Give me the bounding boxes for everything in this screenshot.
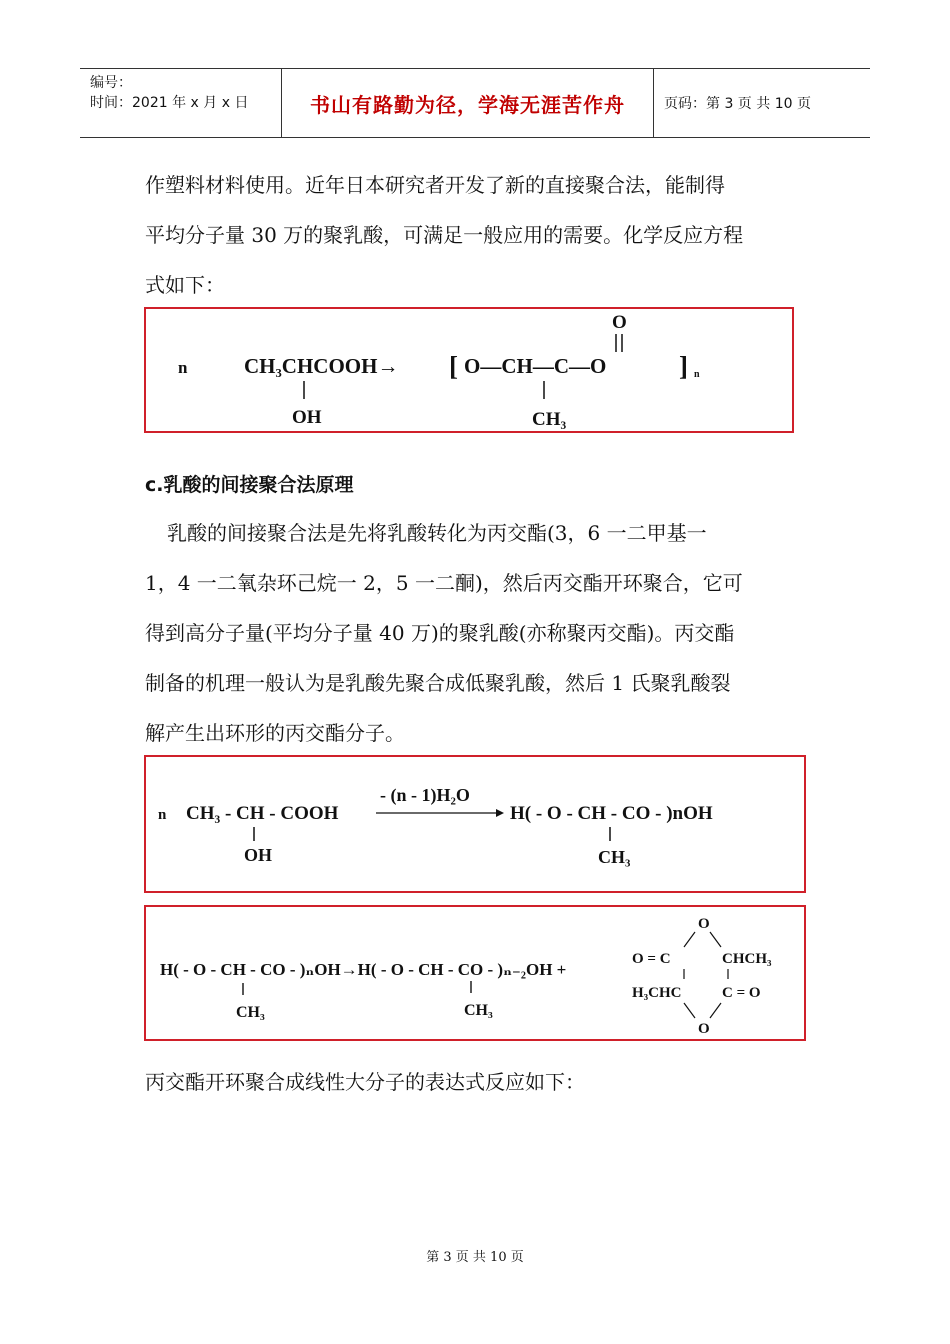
text-line: 得到高分子量(平均分子量 40 万)的聚乳酸(亦称聚丙交酯)。丙交酯 <box>145 621 735 645</box>
eq1-methyl: CH₃ <box>532 409 567 430</box>
ring-h3chc-left: H₃CHC <box>632 985 682 1001</box>
text-line: 制备的机理一般认为是乳酸先聚合成低聚乳酸，然后 1 氏聚乳酸裂 <box>145 671 731 695</box>
ring-carbonyl-right: C = O <box>722 985 761 1001</box>
section-heading: c.乳酸的间接聚合法原理 <box>145 474 354 496</box>
header-motto: 书山有路勤为径，学海无涯苦作舟 <box>282 69 654 137</box>
ring-oxygen-bottom: O <box>698 1021 710 1037</box>
eq1-bracket-close: ] <box>679 351 688 381</box>
text-line: 式如下： <box>145 273 225 297</box>
equation-box-direct <box>144 307 794 433</box>
paragraph-indirect-polymerization <box>145 508 815 758</box>
text-line: 作塑料材料使用。近年日本研究者开发了新的直接聚合法，能制得 <box>145 173 725 197</box>
header-page-info: 页码：第 3 页 共 10 页 <box>664 96 811 112</box>
eq1-reactant: CH₃CHCOOH→ <box>244 354 399 378</box>
ring-carbonyl-left: O = C <box>632 951 671 967</box>
paragraph-direct-polymerization <box>145 160 815 310</box>
eq3-methyl-2: CH₃ <box>464 1002 493 1019</box>
ring-bond <box>710 932 721 947</box>
eq1-bracket-open: [ <box>449 351 458 381</box>
page-header <box>80 68 870 138</box>
text-line: 平均分子量 30 万的聚乳酸，可满足一般应用的需要。化学反应方程 <box>145 223 744 247</box>
paragraph-ring-opening <box>145 1057 815 1107</box>
ring-bond <box>684 932 695 947</box>
eq3-reaction: H( - O - CH - CO - )ₙOH→H( - O - CH - CO - )ₙ₋₂OH + <box>160 960 567 979</box>
header-number: 编号： <box>90 75 132 91</box>
ring-oxygen-top: O <box>698 916 710 932</box>
equation-box-oligomer <box>144 755 806 893</box>
eq2-hydroxyl: OH <box>244 845 273 865</box>
eq1-chain: O—CH—C—O <box>464 354 607 378</box>
eq1-n: n <box>178 358 188 377</box>
eq2-condition: - (n - 1)H₂O <box>380 785 470 805</box>
eq2-product: H( - O - CH - CO - )nOH <box>510 803 713 824</box>
eq3-methyl-1: CH₃ <box>236 1004 265 1021</box>
ring-bond <box>710 1003 721 1018</box>
text-line: 解产生出环形的丙交酯分子。 <box>145 721 405 745</box>
arrow-head <box>496 809 504 817</box>
page-footer: 第 3 页 共 10 页 <box>426 1250 524 1265</box>
text-line: 乳酸的间接聚合法是先将乳酸转化为丙交酯(3，6 一二甲基一 <box>167 521 707 545</box>
text-line: 丙交酯开环聚合成线性大分子的表达式反应如下： <box>145 1070 585 1094</box>
text-line: 1，4 一二氧杂环己烷一 2，5 一二酮)，然后丙交酯开环聚合，它可 <box>145 571 743 595</box>
eq1-subscript-n: n <box>694 369 700 380</box>
eq1-hydroxyl: OH <box>292 407 322 428</box>
eq2-n: n <box>158 807 167 823</box>
eq2-reactant: CH₃ - CH - COOH <box>186 803 339 824</box>
eq1-carbonyl-oxygen: O <box>612 312 627 333</box>
equation-box-lactide <box>144 905 806 1041</box>
ring-bond <box>684 1003 695 1018</box>
header-time: 时间：2021 年 x 月 x 日 <box>90 95 249 111</box>
header-meta <box>80 69 282 137</box>
ring-chch3-right: CHCH₃ <box>722 951 772 967</box>
eq2-methyl: CH₃ <box>598 847 631 867</box>
